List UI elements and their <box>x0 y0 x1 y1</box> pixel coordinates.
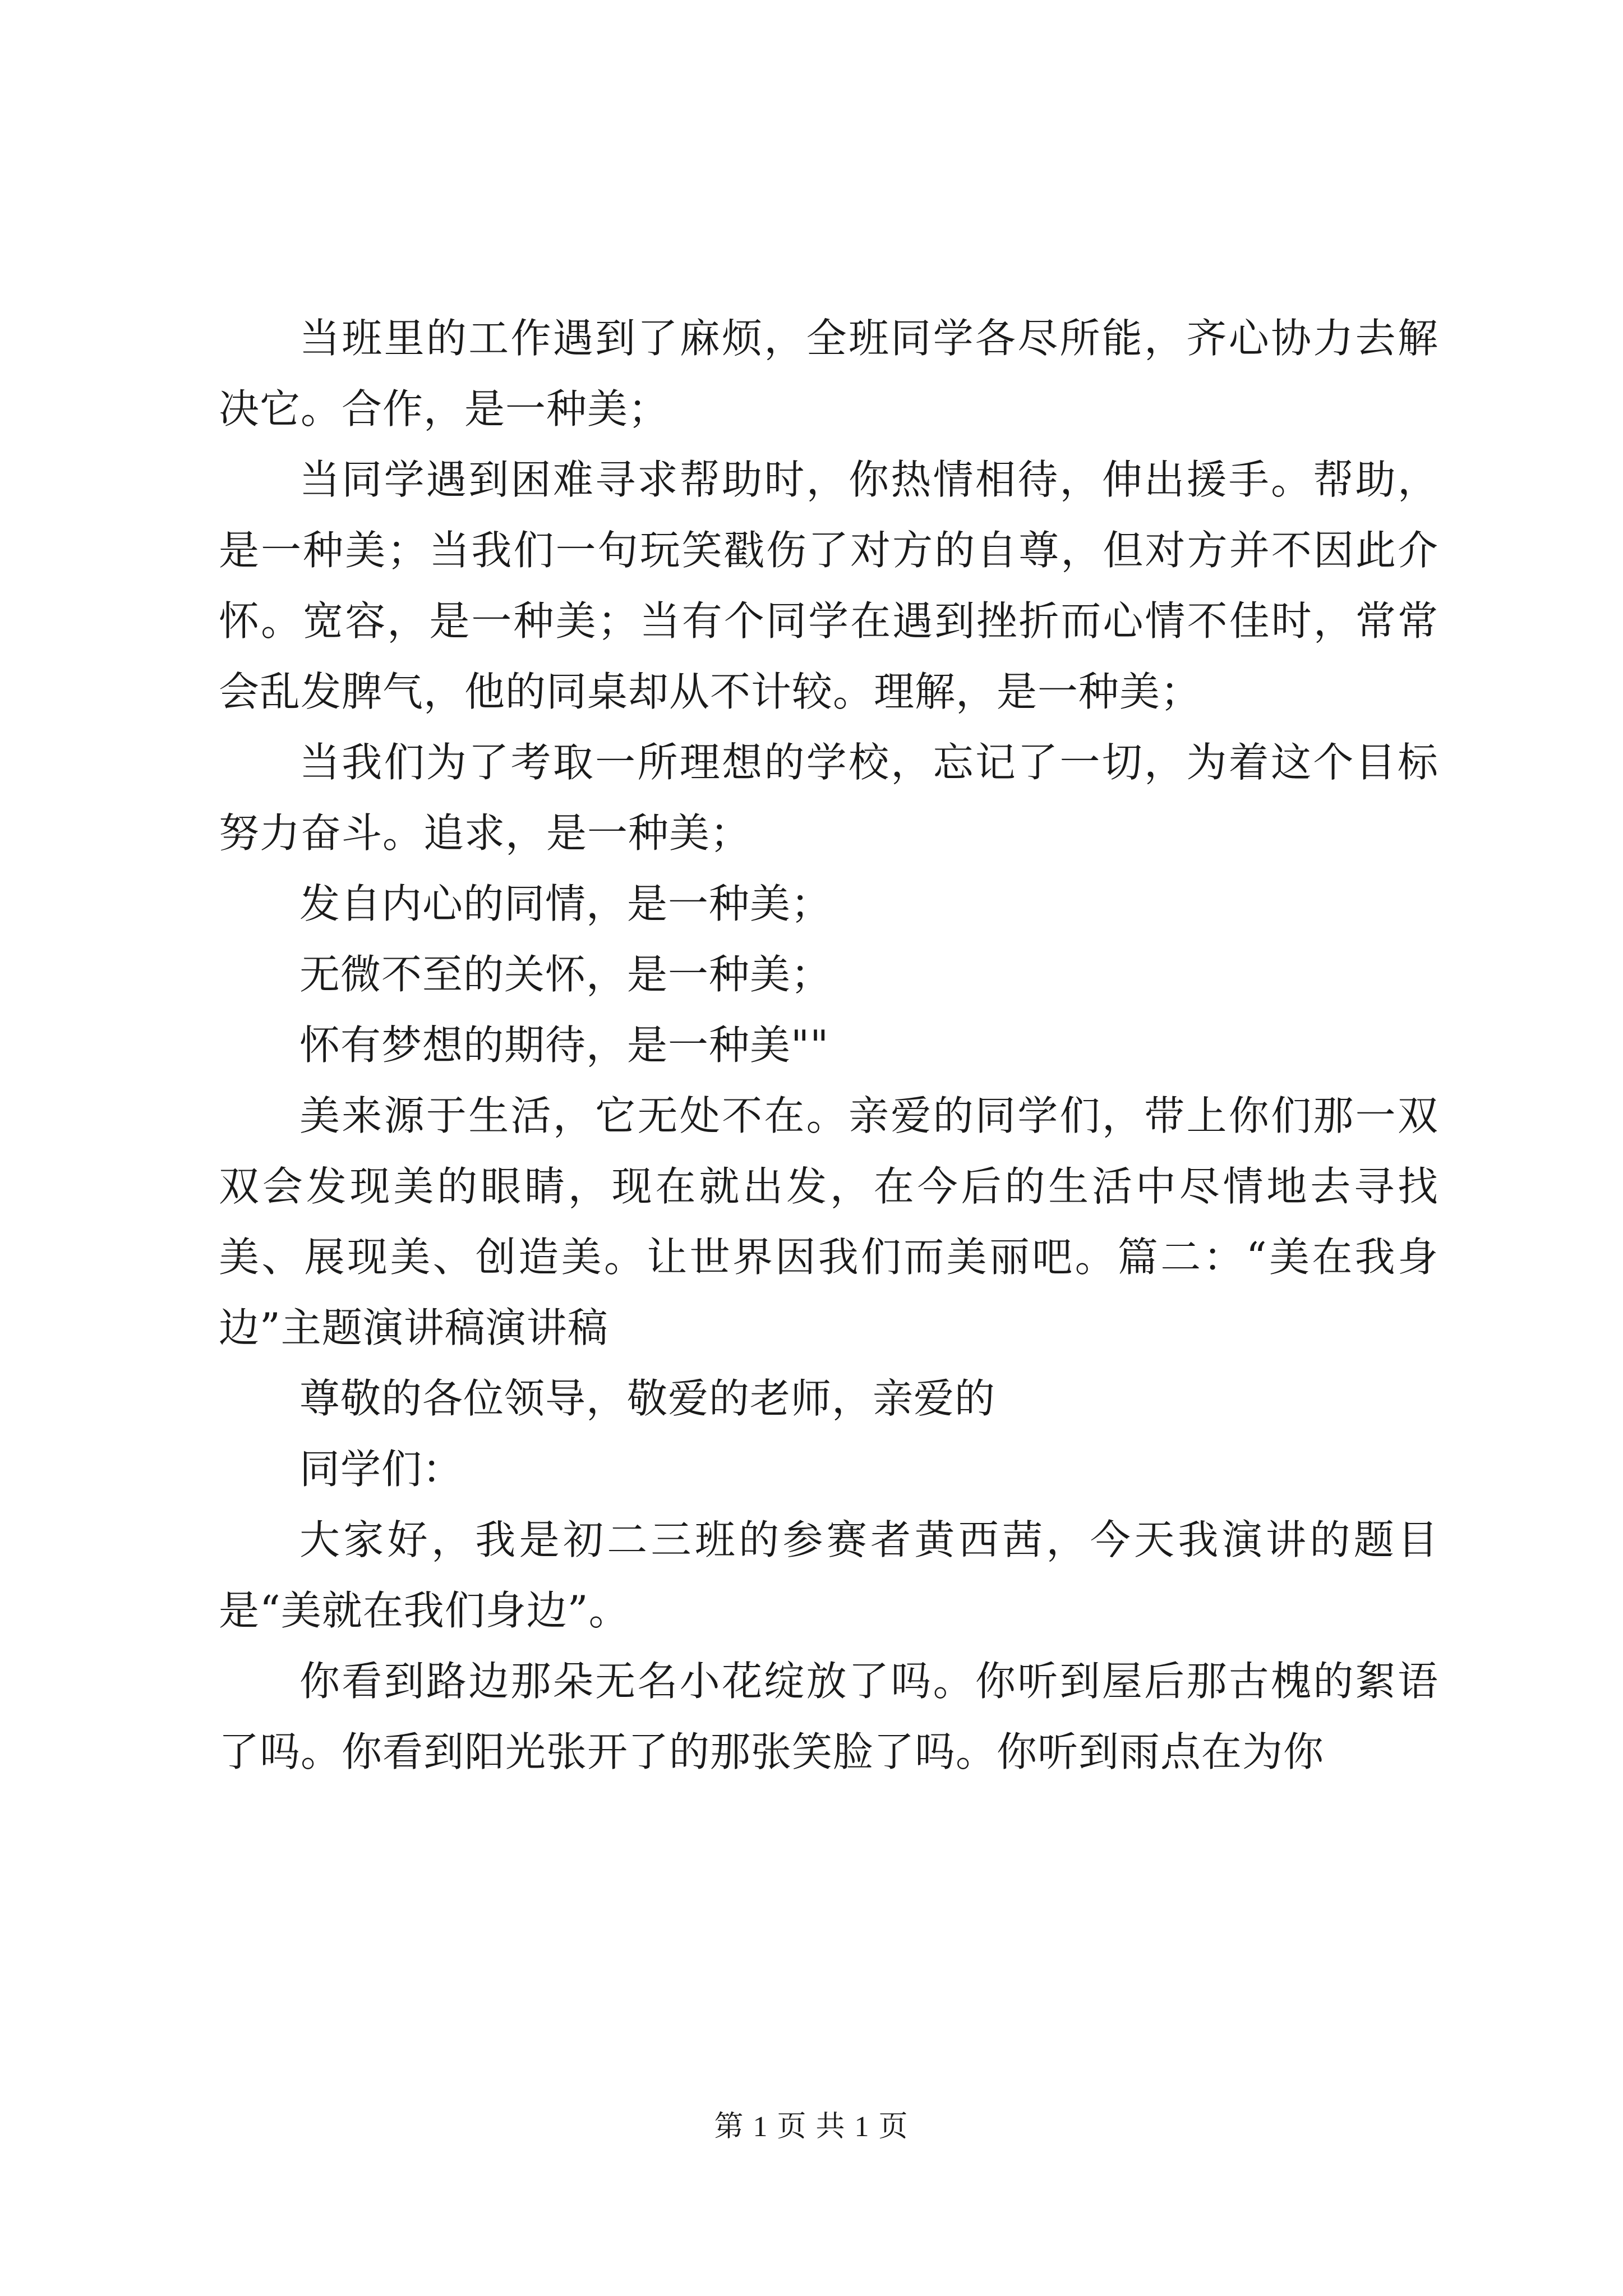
document-body <box>219 303 1438 1787</box>
paragraph: 无微不至的关怀，是一种美； <box>299 951 832 998</box>
paragraph: 同学们： <box>299 1446 464 1493</box>
paragraph: 尊敬的各位领导，敬爱的老师，亲爱的 <box>299 1375 996 1422</box>
page-footer: 第 1 页 共 1 页 <box>714 2111 909 2143</box>
paragraph: 当我们为了考取一所理想的学校，忘记了一切，为着这个目标努力奋斗。追求，是一种美； <box>219 739 1438 857</box>
paragraph: 你看到路边那朵无名小花绽放了吗。你听到屋后那古槐的絮语了吗。你看到阳光张开了的那张笑脸了吗。你听到雨点在为你 <box>219 1658 1438 1775</box>
paragraph: 怀有梦想的期待，是一种美"" <box>299 1022 829 1069</box>
paragraph: 当班里的工作遇到了麻烦，全班同学各尽所能，齐心协力去解决它。合作，是一种美； <box>219 315 1438 432</box>
paragraph: 发自内心的同情，是一种美； <box>299 880 832 927</box>
paragraph: 当同学遇到困难寻求帮助时，你热情相待，伸出援手。帮助，是一种美；当我们一句玩笑戳伤了对方的自尊，但对方并不因此介怀。宽容，是一种美；当有个同学在遇到挫折而心情不佳时，常常会乱发脾气，他的同桌却从不计较。理解，是一种美； <box>219 456 1438 715</box>
paragraph: 大家好，我是初二三班的参赛者黄西茜，今天我演讲的题目是“美就在我们身边”。 <box>219 1516 1438 1634</box>
paragraph: 美来源于生活，它无处不在。亲爱的同学们，带上你们那一双双会发现美的眼睛，现在就出发，在今后的生活中尽情地去寻找美、展现美、创造美。让世界因我们而美丽吧。篇二：“美在我身边”主题演讲稿演讲稿 <box>219 1092 1438 1351</box>
